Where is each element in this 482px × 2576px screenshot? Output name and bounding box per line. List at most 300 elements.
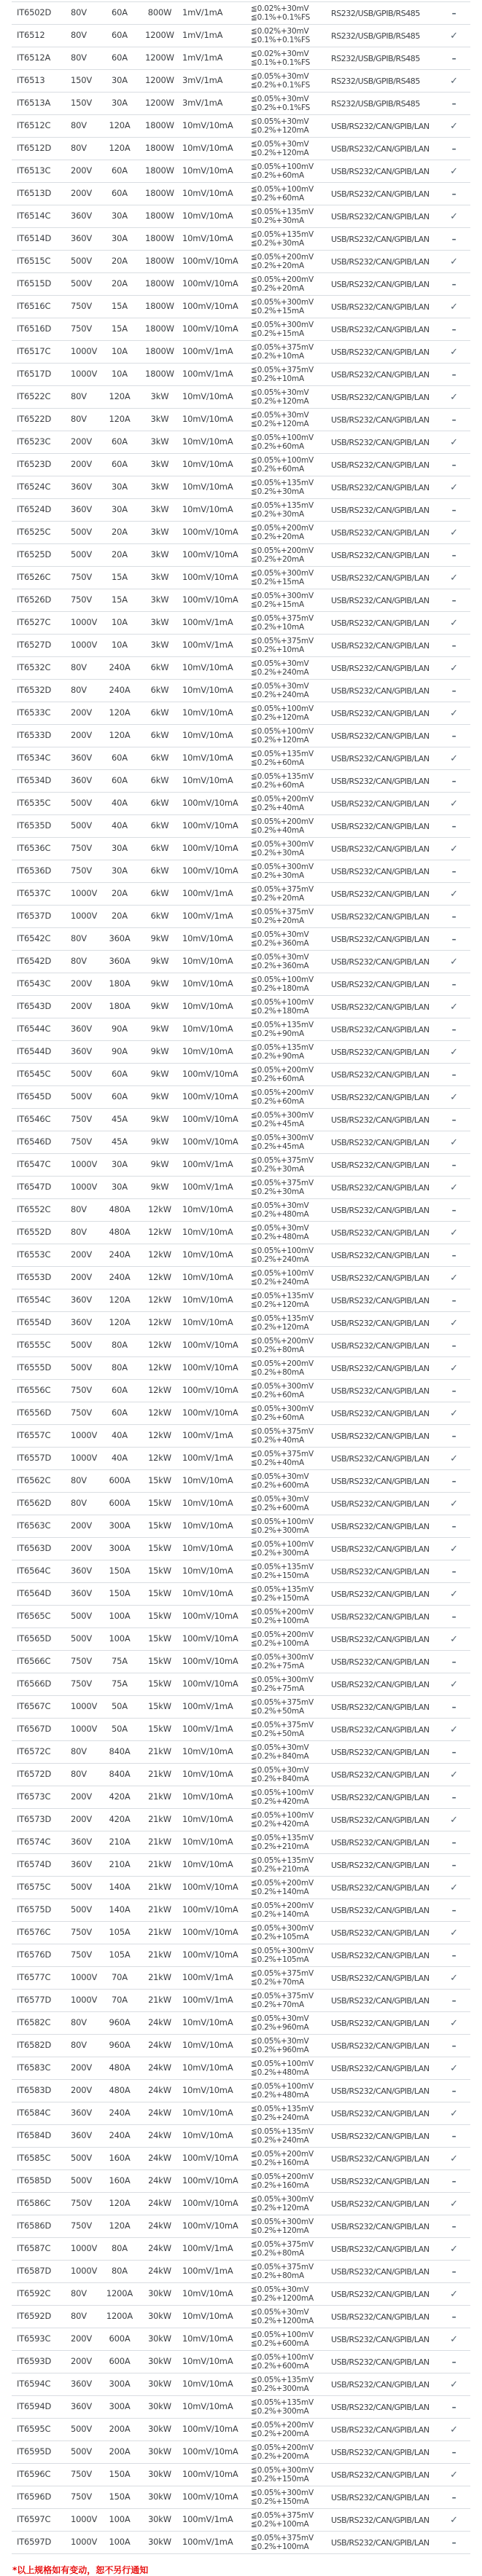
accuracy-cell [251, 1992, 331, 2009]
check-icon: ✓ [450, 1091, 458, 1103]
table-row [12, 1944, 470, 1967]
accuracy-cell [251, 2218, 331, 2235]
voltage-cell: 80V [71, 1746, 87, 1757]
resolution-cell: 10mV/10mA [182, 2333, 233, 2344]
resolution-cell: 100mV/1mA [182, 1159, 233, 1170]
model-cell: IT6597C [17, 2514, 51, 2525]
table-row [12, 1764, 470, 1786]
power-cell: 15kW [148, 1678, 171, 1689]
voltage-cell: 200V [71, 1814, 93, 1825]
power-cell: 3kW [150, 504, 169, 515]
voltage-accuracy: ≦0.05%+100mV [251, 2059, 314, 2068]
interfaces-cell: USB/RS232/CAN/GPIB/LAN [331, 1205, 429, 1215]
table-row [12, 612, 470, 635]
accuracy-cell [251, 253, 331, 270]
current-cell: 50A [112, 1701, 128, 1712]
model-cell: IT6573C [17, 1791, 51, 1802]
voltage-accuracy: ≦0.05%+200mV [251, 2443, 314, 2452]
accuracy-cell [251, 456, 331, 474]
model-cell: IT6534C [17, 753, 51, 763]
voltage-accuracy: ≦0.05%+300mV [251, 2489, 314, 2497]
current-cell: 30A [112, 843, 128, 854]
resolution-cell: 10mV/10mA [182, 2017, 233, 2028]
interfaces-cell: USB/RS232/CAN/GPIB/LAN [331, 2199, 429, 2209]
voltage-cell: 360V [71, 504, 93, 515]
interfaces-cell: USB/RS232/CAN/GPIB/LAN [331, 1318, 429, 1328]
voltage-cell: 80V [71, 143, 87, 154]
table-row [12, 1177, 470, 1199]
model-cell: IT6577D [17, 1995, 52, 2006]
current-accuracy: ≦0.2%+60mA [251, 171, 305, 180]
current-accuracy: ≦0.2%+480mA [251, 1210, 309, 1219]
accuracy-cell [251, 2398, 331, 2416]
table-row [12, 1064, 470, 1086]
current-accuracy: ≦0.2%+480mA [251, 2091, 309, 2100]
current-cell: 20A [112, 278, 128, 289]
voltage-cell: 1000V [71, 2537, 98, 2548]
model-cell: IT6562D [17, 1498, 52, 1509]
resolution-cell: 10mV/10mA [182, 1769, 233, 1780]
model-cell: IT6526D [17, 594, 52, 605]
current-cell: 1200A [106, 2311, 133, 2322]
voltage-cell: 750V [71, 1407, 93, 1418]
resolution-cell: 10mV/10mA [182, 2311, 233, 2322]
current-accuracy: ≦0.2%+60mA [251, 442, 305, 451]
power-cell: 3kW [150, 594, 169, 605]
dash-icon: – [451, 1205, 456, 1215]
current-cell: 60A [112, 7, 128, 18]
resolution-cell: 10mV/10mA [182, 956, 233, 967]
table-row [12, 1515, 470, 1538]
accuracy-cell [251, 2489, 331, 2506]
power-cell: 1800W [145, 369, 174, 380]
voltage-accuracy: ≦0.05%+30mV [251, 659, 309, 668]
model-cell: IT6574C [17, 1837, 51, 1847]
table-row [12, 1131, 470, 1154]
interfaces-cell: USB/RS232/CAN/GPIB/LAN [331, 1499, 429, 1509]
current-cell: 480A [109, 2085, 131, 2096]
power-cell: 12kW [148, 1227, 171, 1238]
power-cell: 1800W [145, 120, 174, 131]
resolution-cell: 100mV/10mA [182, 2220, 238, 2231]
interfaces-cell: USB/RS232/CAN/GPIB/LAN [331, 527, 429, 538]
voltage-accuracy: ≦0.05%+375mV [251, 1179, 314, 1187]
spec-table [12, 1, 470, 2554]
accuracy-cell [251, 1676, 331, 1693]
table-row [12, 1109, 470, 1131]
power-cell: 12kW [148, 1204, 171, 1215]
resolution-cell: 100mV/10mA [182, 549, 238, 560]
dash-icon: – [451, 2492, 456, 2502]
check-icon: ✓ [450, 1317, 458, 1329]
voltage-cell: 360V [71, 482, 93, 492]
check-icon: ✓ [450, 1453, 458, 1464]
table-row [12, 657, 470, 680]
interfaces-cell: USB/RS232/CAN/GPIB/LAN [331, 211, 429, 221]
accuracy-cell [251, 2037, 331, 2054]
power-cell: 9kW [150, 1114, 169, 1125]
voltage-accuracy: ≦0.05%+300mV [251, 2195, 314, 2204]
dash-icon: – [451, 2266, 456, 2277]
table-row [12, 1538, 470, 1560]
table-row [12, 2125, 470, 2148]
accuracy-cell [251, 2534, 331, 2551]
model-cell: IT6582D [17, 2040, 52, 2051]
current-accuracy: ≦0.2%+70mA [251, 1978, 305, 1987]
accuracy-cell [251, 1450, 331, 1467]
model-cell: IT6513 [17, 75, 45, 86]
resolution-cell: 10mV/10mA [182, 978, 233, 989]
accuracy-cell [251, 2105, 331, 2122]
voltage-cell: 500V [71, 2424, 93, 2435]
voltage-cell: 80V [71, 1204, 87, 1215]
current-accuracy: ≦0.2%+40mA [251, 1436, 305, 1445]
voltage-cell: 80V [71, 2040, 87, 2051]
table-row [12, 1583, 470, 1606]
resolution-cell: 100mV/10mA [182, 820, 238, 831]
power-cell: 1800W [145, 143, 174, 154]
power-cell: 1200W [145, 98, 174, 109]
current-accuracy: ≦0.2%+1200mA [251, 2317, 314, 2325]
power-cell: 6kW [150, 843, 169, 854]
table-row [12, 2102, 470, 2125]
table-row [12, 906, 470, 928]
current-accuracy: ≦0.2%+150mA [251, 2497, 309, 2506]
resolution-cell: 10mV/10mA [182, 391, 233, 402]
table-row [12, 1493, 470, 1515]
power-cell: 1200W [145, 75, 174, 86]
table-row [12, 635, 470, 657]
interfaces-cell: USB/RS232/CAN/GPIB/LAN [331, 1182, 429, 1193]
current-cell: 60A [112, 165, 128, 176]
voltage-cell: 200V [71, 1001, 93, 1012]
table-row [12, 138, 470, 160]
resolution-cell: 100mV/10mA [182, 2424, 238, 2435]
voltage-accuracy: ≦0.05%+100mV [251, 1788, 314, 1797]
voltage-accuracy: ≦0.05%+300mV [251, 2218, 314, 2226]
power-cell: 1200W [145, 52, 174, 63]
power-cell: 1800W [145, 233, 174, 244]
table-row [12, 815, 470, 838]
check-icon: ✓ [450, 1814, 458, 1826]
interfaces-cell: USB/RS232/CAN/GPIB/LAN [331, 1973, 429, 1983]
interfaces-cell: USB/RS232/CAN/GPIB/LAN [331, 1386, 429, 1396]
interfaces-cell: USB/RS232/CAN/GPIB/LAN [331, 279, 429, 289]
check-icon: ✓ [450, 1882, 458, 1893]
dash-icon: – [451, 2131, 456, 2141]
model-cell: IT6525C [17, 527, 51, 538]
voltage-cell: 1000V [71, 1430, 98, 1441]
dash-icon: – [451, 2402, 456, 2412]
accuracy-cell [251, 1495, 331, 1512]
interfaces-cell: USB/RS232/CAN/GPIB/LAN [331, 663, 429, 673]
interfaces-cell: USB/RS232/CAN/GPIB/LAN [331, 2357, 429, 2367]
power-cell: 24kW [148, 2153, 171, 2164]
voltage-accuracy: ≦0.05%+375mV [251, 614, 314, 623]
voltage-cell: 200V [71, 2062, 93, 2073]
current-accuracy: ≦0.2%+60mA [251, 1075, 305, 1083]
dash-icon: – [451, 595, 456, 605]
check-icon: ✓ [450, 75, 458, 87]
current-accuracy: ≦0.2%+300mA [251, 2384, 309, 2393]
accuracy-cell [251, 863, 331, 880]
dash-icon: – [451, 1521, 456, 1531]
model-cell: IT6545D [17, 1091, 52, 1102]
table-row [12, 1990, 470, 2012]
interfaces-cell: USB/RS232/CAN/GPIB/LAN [331, 2018, 429, 2028]
voltage-accuracy: ≦0.05%+375mV [251, 2511, 314, 2520]
accuracy-cell [251, 1359, 331, 1377]
power-cell: 21kW [148, 1791, 171, 1802]
voltage-cell: 1000V [71, 1182, 98, 1193]
current-accuracy: ≦0.2%+70mA [251, 2000, 305, 2009]
accuracy-cell [251, 817, 331, 835]
current-accuracy: ≦0.2%+120mA [251, 149, 309, 157]
current-accuracy: ≦0.2%+240mA [251, 1278, 309, 1287]
accuracy-cell [251, 975, 331, 993]
table-row [12, 1967, 470, 1990]
check-icon: ✓ [450, 2424, 458, 2435]
interfaces-cell: USB/RS232/CAN/GPIB/LAN [331, 1860, 429, 1870]
table-row [12, 1651, 470, 1673]
dash-icon: – [451, 1069, 456, 1080]
table-row [12, 1560, 470, 1583]
power-cell: 30kW [148, 2446, 171, 2457]
model-cell: IT6542C [17, 933, 51, 944]
power-cell: 6kW [150, 820, 169, 831]
model-cell: IT6575D [17, 1904, 52, 1915]
accuracy-cell [251, 1405, 331, 1422]
table-row [12, 1380, 470, 1402]
current-cell: 120A [109, 2220, 131, 2231]
resolution-cell: 10mV/10mA [182, 730, 233, 741]
current-cell: 140A [109, 1882, 131, 1893]
current-cell: 20A [112, 527, 128, 538]
voltage-cell: 200V [71, 1249, 93, 1260]
voltage-cell: 1000V [71, 1453, 98, 1464]
accuracy-cell [251, 1517, 331, 1535]
resolution-cell: 100mV/1mA [182, 1430, 233, 1441]
check-icon: ✓ [450, 1227, 458, 1238]
current-cell: 105A [109, 1927, 131, 1938]
dash-icon: – [451, 460, 456, 470]
power-cell: 30kW [148, 2537, 171, 2548]
model-cell: IT6544C [17, 1024, 51, 1034]
current-accuracy: ≦0.2%+15mA [251, 600, 305, 609]
voltage-accuracy: ≦0.05%+100mV [251, 456, 314, 465]
power-cell: 9kW [150, 1182, 169, 1193]
current-cell: 20A [112, 888, 128, 899]
voltage-accuracy: ≦0.05%+30mV [251, 1743, 309, 1752]
accuracy-cell [251, 659, 331, 677]
current-accuracy: ≦0.2%+120mA [251, 1323, 309, 1332]
power-cell: 30kW [148, 2379, 171, 2390]
power-cell: 1200W [145, 30, 174, 41]
table-row [12, 364, 470, 386]
table-row [12, 2238, 470, 2261]
resolution-cell: 10mV/10mA [182, 165, 233, 176]
voltage-cell: 200V [71, 436, 93, 447]
voltage-accuracy: ≦0.05%+300mV [251, 1405, 314, 1413]
voltage-accuracy: ≦0.05%+300mV [251, 840, 314, 849]
current-accuracy: ≦0.2%+20mA [251, 916, 305, 925]
check-icon: ✓ [450, 1407, 458, 1419]
voltage-cell: 150V [71, 75, 93, 86]
interfaces-cell: USB/RS232/CAN/GPIB/LAN [331, 979, 429, 989]
interfaces-cell: USB/RS232/CAN/GPIB/LAN [331, 1453, 429, 1464]
interfaces-cell: USB/RS232/CAN/GPIB/LAN [331, 1770, 429, 1780]
accuracy-cell [251, 1066, 331, 1083]
current-accuracy: ≦0.2%+0.1%FS [251, 103, 311, 112]
current-cell: 120A [109, 391, 131, 402]
voltage-cell: 1000V [71, 1701, 98, 1712]
voltage-cell: 80V [71, 933, 87, 944]
accuracy-cell [251, 1111, 331, 1128]
resolution-cell: 10mV/10mA [182, 1520, 233, 1531]
table-row [12, 47, 470, 70]
current-accuracy: ≦0.2%+840mA [251, 1752, 309, 1761]
resolution-cell: 10mV/10mA [182, 753, 233, 763]
spec-table-body [12, 2, 470, 2554]
model-cell: IT6532D [17, 685, 52, 696]
voltage-accuracy: ≦0.05%+135mV [251, 479, 314, 487]
dash-icon: – [451, 2312, 456, 2322]
resolution-cell: 100mV/10mA [182, 1611, 238, 1622]
power-cell: 21kW [148, 1859, 171, 1870]
voltage-cell: 750V [71, 301, 93, 312]
table-row [12, 1289, 470, 1312]
table-row [12, 1222, 470, 1244]
power-cell: 24kW [148, 2085, 171, 2096]
dash-icon: – [451, 1250, 456, 1260]
current-cell: 60A [112, 459, 128, 470]
current-cell: 480A [109, 1204, 131, 1215]
check-icon: ✓ [450, 1001, 458, 1013]
check-icon: ✓ [450, 2379, 458, 2390]
dash-icon: – [451, 1657, 456, 1667]
accuracy-cell [251, 1788, 331, 1806]
resolution-cell: 100mV/10mA [182, 278, 238, 289]
power-cell: 3kW [150, 482, 169, 492]
table-row [12, 2, 470, 25]
model-cell: IT6564D [17, 1588, 52, 1599]
voltage-cell: 500V [71, 527, 93, 538]
voltage-accuracy: ≦0.05%+135mV [251, 1834, 314, 1842]
interfaces-cell: USB/RS232/CAN/GPIB/LAN [331, 2266, 429, 2277]
accuracy-cell [251, 1134, 331, 1151]
interfaces-cell: USB/RS232/CAN/GPIB/LAN [331, 550, 429, 560]
table-row [12, 2283, 470, 2306]
power-cell: 1800W [145, 256, 174, 267]
resolution-cell: 100mV/1mA [182, 1972, 233, 1983]
voltage-cell: 200V [71, 459, 93, 470]
accuracy-cell [251, 1224, 331, 1241]
resolution-cell: 100mV/10mA [182, 843, 238, 854]
table-row [12, 2057, 470, 2080]
accuracy-cell [251, 637, 331, 654]
current-accuracy: ≦0.2%+90mA [251, 1052, 305, 1061]
power-cell: 9kW [150, 1069, 169, 1080]
table-row [12, 115, 470, 138]
accuracy-cell [251, 1924, 331, 1941]
model-cell: IT6514C [17, 211, 51, 221]
current-accuracy: ≦0.2%+20mA [251, 284, 305, 293]
table-row [12, 2328, 470, 2351]
voltage-cell: 360V [71, 1046, 93, 1057]
resolution-cell: 100mV/1mA [182, 1724, 233, 1735]
current-cell: 600A [109, 1475, 131, 1486]
current-accuracy: ≦0.1%+0.1%FS [251, 13, 311, 22]
table-row [12, 1018, 470, 1041]
accuracy-cell [251, 885, 331, 903]
accuracy-cell [251, 1563, 331, 1580]
resolution-cell: 10mV/10mA [182, 1001, 233, 1012]
voltage-accuracy: ≦0.02%+30mV [251, 27, 309, 36]
current-cell: 100A [109, 2537, 131, 2548]
power-cell: 3kW [150, 617, 169, 628]
model-cell: IT6524D [17, 504, 52, 515]
voltage-accuracy: ≦0.05%+100mV [251, 704, 314, 713]
current-cell: 240A [109, 1272, 131, 1283]
dash-icon: – [451, 2221, 456, 2231]
interfaces-cell: USB/RS232/CAN/GPIB/LAN [331, 1408, 429, 1418]
resolution-cell: 10mV/10mA [182, 504, 233, 515]
model-cell: IT6567D [17, 1724, 52, 1735]
interfaces-cell: USB/RS232/CAN/GPIB/LAN [331, 1702, 429, 1712]
table-row [12, 273, 470, 296]
interfaces-cell: USB/RS232/CAN/GPIB/LAN [331, 731, 429, 741]
accuracy-cell [251, 2330, 331, 2348]
current-accuracy: ≦0.2%+180mA [251, 1007, 309, 1016]
interfaces-cell: USB/RS232/CAN/GPIB/LAN [331, 1476, 429, 1486]
voltage-cell: 1000V [71, 346, 98, 357]
current-cell: 960A [109, 2017, 131, 2028]
accuracy-cell [251, 1043, 331, 1061]
check-icon: ✓ [450, 1046, 458, 1058]
current-accuracy: ≦0.2%+60mA [251, 194, 305, 203]
resolution-cell: 100mV/10mA [182, 1114, 238, 1125]
current-cell: 40A [112, 820, 128, 831]
power-cell: 21kW [148, 1769, 171, 1780]
current-accuracy: ≦0.2%+160mA [251, 2159, 309, 2167]
model-cell: IT6545C [17, 1069, 51, 1080]
resolution-cell: 10mV/10mA [182, 1837, 233, 1847]
current-accuracy: ≦0.2%+15mA [251, 307, 305, 315]
power-cell: 15kW [148, 1566, 171, 1576]
power-cell: 21kW [148, 1949, 171, 1960]
dash-icon: – [451, 2357, 456, 2367]
current-cell: 360A [109, 933, 131, 944]
table-row [12, 1402, 470, 1425]
current-cell: 80A [112, 1362, 128, 1373]
power-cell: 6kW [150, 707, 169, 718]
interfaces-cell: USB/RS232/CAN/GPIB/LAN [331, 889, 429, 899]
voltage-cell: 80V [71, 2288, 87, 2299]
power-cell: 12kW [148, 1430, 171, 1441]
interfaces-cell: USB/RS232/CAN/GPIB/LAN [331, 1137, 429, 1147]
accuracy-cell [251, 1021, 331, 1038]
interfaces-cell: USB/RS232/CAN/GPIB/LAN [331, 1657, 429, 1667]
voltage-accuracy: ≦0.05%+135mV [251, 2127, 314, 2136]
current-cell: 240A [109, 662, 131, 673]
current-cell: 30A [112, 211, 128, 221]
accuracy-cell [251, 2240, 331, 2258]
accuracy-cell [251, 4, 331, 22]
current-accuracy: ≦0.2%+240mA [251, 668, 309, 677]
voltage-cell: 200V [71, 1272, 93, 1283]
model-cell: IT6515D [17, 278, 52, 289]
model-cell: IT6596C [17, 2469, 51, 2480]
